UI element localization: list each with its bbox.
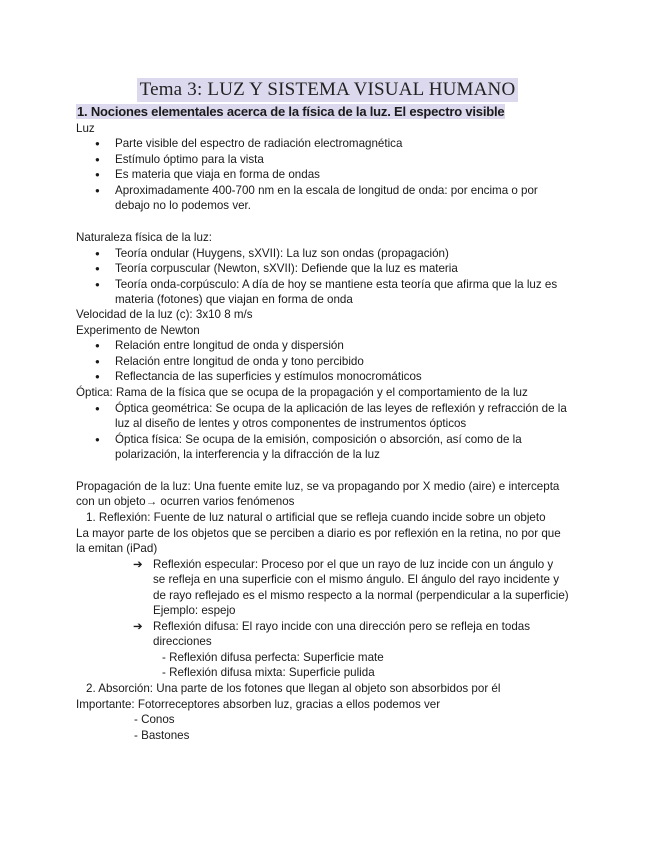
list-item: ● Teoría onda-corpúsculo: A día de hoy se mantiene esta teoría que afirma que la luz es xyxy=(115,277,557,292)
newton-label: Experimento de Newton xyxy=(76,324,200,337)
item-text: Reflexión especular: Proceso por el que un rayo de luz incide con un ángulo y xyxy=(153,558,554,571)
page-title: Tema 3: LUZ Y SISTEMA VISUAL HUMANO xyxy=(137,78,519,102)
list-item-continuation: de rayo reflejado es el mismo respecto a la normal (perpendicular a la superficie) xyxy=(153,589,569,602)
list-item: ● Aproximadamente 400-700 nm en la escala de longitud de onda: por encima o por xyxy=(115,183,538,198)
list-item: ● Óptica geométrica: Se ocupa de la aplicación de las leyes de reflexión y refracción de la xyxy=(115,401,567,416)
reflexion-item: 1. Reflexión: Fuente de luz natural o artificial que se refleja cuando incide sobre un objeto xyxy=(86,511,546,524)
list-item: ● Teoría ondular (Huygens, sXVII): La luz son ondas (propagación) xyxy=(115,246,449,261)
list-item: ● Reflectancia de las superficies y estímulos monocromáticos xyxy=(115,369,422,384)
optica-line: Óptica: Rama de la física que se ocupa de la propagación y el comportamiento de la luz xyxy=(76,386,528,399)
list-item-continuation: Ejemplo: espejo xyxy=(153,604,236,617)
section-heading: 1. Nociones elementales acerca de la física de la luz. El espectro visible xyxy=(77,104,505,119)
list-item-continuation: materia (fotones) que viajan en forma de onda xyxy=(115,293,353,306)
arrow-icon: ➔ xyxy=(133,620,143,633)
list-item-continuation: luz al diseño de lentes y otros componentes de instrumentos ópticos xyxy=(115,417,467,430)
list-item: ● Relación entre longitud de onda y dispersión xyxy=(115,338,344,353)
list-item: ● Parte visible del espectro de radiación electromagnética xyxy=(115,136,402,151)
sub-item: - Reflexión difusa perfecta: Superficie mate xyxy=(162,651,384,664)
list-item: ● Estímulo óptimo para la vista xyxy=(115,152,264,167)
item-text: Reflexión difusa: El rayo incide con una dirección pero se refleja en todas xyxy=(153,620,531,633)
list-item: ● Relación entre longitud de onda y tono percibido xyxy=(115,354,364,369)
list-item-continuation: debajo no lo podemos ver. xyxy=(115,199,251,212)
propagacion-line: Propagación de la luz: Una fuente emite luz, se va propagando por X medio (aire) e intercepta xyxy=(76,480,560,493)
mayor-parte-line: La mayor parte de los objetos que se perciben a diario es por reflexión en la retina, no por que xyxy=(76,527,561,540)
absorcion-item: 2. Absorción: Una parte de los fotones que llegan al objeto son absorbidos por él xyxy=(86,682,501,695)
receptor-item: - Bastones xyxy=(134,729,190,742)
list-item: ● Óptica física: Se ocupa de la emisión, composición o absorción, así como de la xyxy=(115,432,522,447)
list-item: ● Teoría corpuscular (Newton, sXVII): Defiende que la luz es materia xyxy=(115,261,458,276)
reflexion-especular-item xyxy=(133,557,554,572)
naturaleza-label: Naturaleza física de la luz: xyxy=(76,231,212,244)
reflexion-difusa-item xyxy=(133,619,531,634)
title-wrapper xyxy=(0,78,655,102)
list-item: ● Es materia que viaja en forma de ondas xyxy=(115,167,320,182)
list-item-continuation: polarización, la interferencia y la difracción de la luz xyxy=(115,448,380,461)
propagacion-line: con un objeto→ ocurren varios fenómenos xyxy=(76,495,295,508)
sub-item: - Reflexión difusa mixta: Superficie pulida xyxy=(162,666,375,679)
velocidad-line: Velocidad de la luz (c): 3x10 8 m/s xyxy=(76,308,253,321)
mayor-parte-line: la emitan (iPad) xyxy=(76,542,158,555)
arrow-icon: ➔ xyxy=(133,558,143,571)
importante-line: Importante: Fotorreceptores absorben luz, gracias a ellos podemos ver xyxy=(76,698,441,711)
receptor-item: - Conos xyxy=(134,713,175,726)
luz-label: Luz xyxy=(76,122,95,135)
list-item-continuation: se refleja en una superficie con el mismo ángulo. El ángulo del rayo incidente y xyxy=(153,573,560,586)
list-item-continuation: direcciones xyxy=(153,635,212,648)
